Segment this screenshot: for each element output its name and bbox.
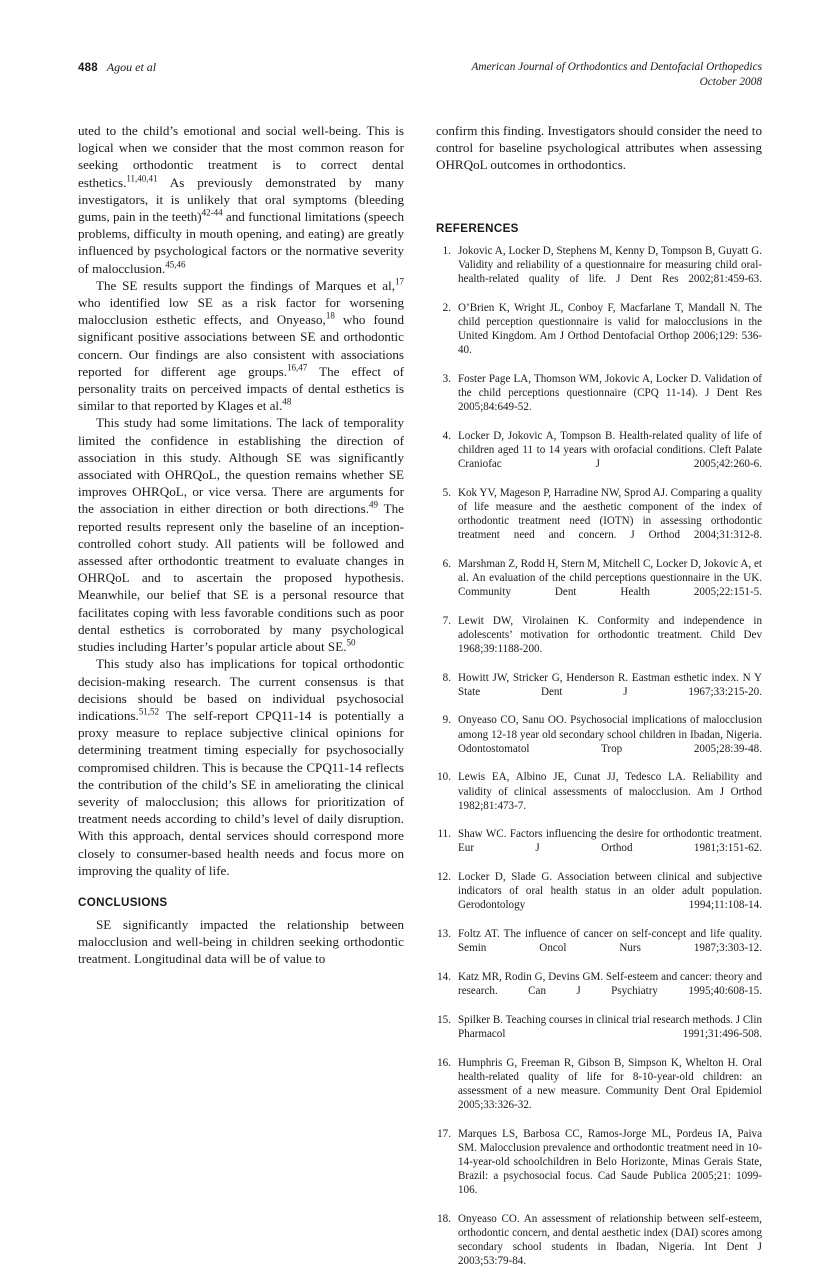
reference-text: Marques LS, Barbosa CC, Ramos-Jorge ML, Pordeus IA, Paiva SM. Malocclusion prevalence and orthodontic treatment need in 10-14-year-old schoolchildren in Belo Horizonte, Minas Gerais State, Brazil: a psychosocial focus. Cad Saude Publica 2005;21: 1099-106. bbox=[458, 1127, 762, 1197]
citation-superscript: 45,46 bbox=[165, 259, 186, 270]
reference-number: 10. bbox=[437, 771, 451, 784]
reference-text: Locker D, Slade G. Association between clinical and subjective indicators of oral health status in an older adult population. Gerodontology 1994;11:108-14. bbox=[458, 871, 762, 912]
reference-number: 11. bbox=[437, 828, 451, 841]
reference-text: Shaw WC. Factors influencing the desire for orthodontic treatment. Eur J Orthod 1981;3:151-62. bbox=[458, 828, 762, 855]
citation-superscript: 49 bbox=[368, 500, 378, 511]
reference-item bbox=[436, 970, 762, 1012]
reference-text: Jokovic A, Locker D, Stephens M, Kenny D, Tompson B, Guyatt G. Validity and reliability of a questionnaire for measuring child oral-health-related quality of life. J Dent Res 2002;81:459-63. bbox=[458, 244, 762, 285]
continued-paragraph: confirm this finding. Investigators should consider the need to control for baseline psychological attributes when assessing OHRQoL outcomes in orthodontics. bbox=[436, 123, 762, 173]
reference-item bbox=[436, 1013, 762, 1055]
reference-item bbox=[436, 770, 762, 826]
citation-superscript: 51,52 bbox=[138, 706, 159, 717]
reference-number: 2. bbox=[442, 301, 451, 314]
issue-date: October 2008 bbox=[699, 75, 762, 88]
reference-number: 3. bbox=[442, 372, 451, 385]
reference-number: 13. bbox=[437, 928, 451, 941]
reference-number: 5. bbox=[442, 486, 451, 499]
reference-number: 6. bbox=[442, 557, 451, 570]
citation-superscript: 16,47 bbox=[287, 362, 308, 373]
reference-text: Onyeaso CO. An assessment of relationship between self-esteem, orthodontic concern, and dental aesthetic index (DAI) scores among secondary school students in Ibadan, Nigeria. Int Dent J 2003;53:79-84. bbox=[458, 1213, 762, 1268]
reference-number: 9. bbox=[442, 714, 451, 727]
reference-item bbox=[436, 486, 762, 556]
reference-text: Locker D, Jokovic A, Tompson B. Health-related quality of life of children aged 11 to 14 years with orofacial conditions. Cleft Palate Craniofac J 2005;42:260-6. bbox=[458, 429, 762, 470]
reference-text: Lewit DW, Virolainen K. Conformity and independence in adolescents’ motivation for orthodontic treatment. Child Dev 1968;39:1188-200. bbox=[458, 614, 762, 655]
reference-number: 12. bbox=[437, 871, 451, 884]
reference-item bbox=[436, 301, 762, 371]
reference-item bbox=[436, 614, 762, 670]
running-head-left bbox=[78, 60, 156, 75]
reference-number: 17. bbox=[437, 1127, 451, 1140]
reference-number: 16. bbox=[437, 1056, 451, 1069]
reference-number: 8. bbox=[442, 671, 451, 684]
reference-list bbox=[436, 244, 762, 1283]
running-head bbox=[78, 60, 762, 90]
reference-text: Spilker B. Teaching courses in clinical trial research methods. J Clin Pharmacol 1991;31:496-508. bbox=[458, 1013, 762, 1041]
para-continued: uted to the child’s emotional and social well-being. This is logical when we consider that the most common reason for seeking orthodontic treatment is to correct dental esthetics.$^{11,40,41}$ As previously demonstrated by many investigators, it is unlikely that oral symptoms (bleeding gums, pain in the teeth)$^{42-44}$ and functional limitations (speech problems, difficulty in mouth opening, and eating) are greatly influenced by psychological factors or the normative severity of malocclusion.$^{45,46}$ bbox=[78, 123, 404, 276]
reference-item bbox=[436, 870, 762, 926]
running-head-right bbox=[471, 60, 762, 90]
reference-number: 18. bbox=[437, 1213, 451, 1226]
reference-number: 1. bbox=[442, 244, 451, 257]
para-limitations: This study had some limitations. The lack of temporality limited the confidence in establishing the direction of association in this study. Although SE was significantly associated with OHRQoL, the question remains whether SE improves OHRQoL, or vice versa. There are arguments for the association in either direction or both directions.$^{49}$ The reported results represent only the baseline of an inception-controlled cohort study. All patients will be followed and assessed after orthodontic treatment to evaluate changes in OHRQoL and to ascertain the proposed hypothesis. Meanwhile, our belief that SE is a personal resource that facilitates coping with less favorable conditions such as poor dental esthetics is corroborated by many psychological studies including Harter’s popular article about SE.$^{50}$ bbox=[78, 415, 404, 655]
reference-text: Katz MR, Rodin G, Devins GM. Self-esteem and cancer: theory and research. Can J Psychiatry 1995;40:608-15. bbox=[458, 971, 762, 998]
conclusions-heading: CONCLUSIONS bbox=[78, 895, 168, 909]
two-column-body bbox=[78, 122, 762, 1283]
citation-superscript: 50 bbox=[346, 637, 356, 648]
reference-text: O’Brien K, Wright JL, Conboy F, Macfarlane T, Mandall N. The child perception questionnaire is valid for malocclusions in the United Kingdom. Am J Orthod Dentofacial Orthop 2006;129: 536-40. bbox=[458, 301, 762, 356]
reference-item bbox=[436, 372, 762, 428]
citation-superscript: 48 bbox=[282, 396, 292, 407]
left-column-paragraphs bbox=[78, 122, 404, 879]
reference-text: Humphris G, Freeman R, Gibson B, Simpson K, Whelton H. Oral health-related quality of life for 8-10-year-old children: an assessment of a new measure. Community Dent Oral Epidemiol 2005;33:326-32. bbox=[458, 1056, 762, 1112]
para-implications: This study also has implications for topical orthodontic decision-making research. The current consensus is that decisions should be based on individual psychosocial indications.$^{51,52}$ The self-report CPQ11-14 is potentially a proxy measure to replace subjective clinical opinions for determining treatment timing especially for psychosocially compromised children. This is because the CPQ11-14 reflects the contribution of the child’s SE in ameliorating the clinical severity of malocclusion; this allows for prioritization of treatment needs according to child’s level of daily disruption. With this approach, dental services should correspond more closely to consumer-based health needs and focus more on improving the quality of life. bbox=[78, 656, 404, 878]
reference-item bbox=[436, 557, 762, 613]
reference-item bbox=[436, 671, 762, 713]
reference-number: 14. bbox=[437, 971, 451, 984]
references-heading: REFERENCES bbox=[436, 221, 519, 235]
reference-text: Lewis EA, Albino JE, Cunat JJ, Tedesco LA. Reliability and validity of clinical assessments of malocclusion. Am J Orthod 1982;81:473-7. bbox=[458, 771, 762, 812]
citation-superscript: 42-44 bbox=[201, 207, 223, 218]
citation-superscript: 11,40,41 bbox=[126, 173, 158, 184]
running-head-authors: Agou et al bbox=[106, 60, 157, 74]
reference-number: 7. bbox=[442, 614, 451, 627]
reference-item bbox=[436, 713, 762, 769]
reference-item bbox=[436, 1212, 762, 1282]
left-column bbox=[78, 122, 404, 1283]
reference-number: 4. bbox=[442, 429, 451, 442]
reference-text: Howitt JW, Stricker G, Henderson R. Eastman esthetic index. N Y State Dent J 1967;33:215-20. bbox=[458, 671, 762, 698]
citation-superscript: 17 bbox=[395, 276, 404, 287]
reference-item bbox=[436, 244, 762, 300]
para-se-results: The SE results support the findings of Marques et al,$^{17}$ who identified low SE as a risk factor for worsening malocclusion esthetic effects, and Onyeaso,$^{18}$ who found significant positive associations between SE and orthodontic concern. Our findings are also consistent with associations reported for different age groups.$^{16,47}$ The effect of personality traits on perceived impacts of dental esthetics is similar to that reported by Klages et al.$^{48}$ bbox=[78, 276, 404, 414]
reference-item bbox=[436, 927, 762, 969]
reference-text: Foltz AT. The influence of cancer on self-concept and life quality. Semin Oncol Nurs 1987;3:303-12. bbox=[458, 928, 762, 955]
reference-text: Onyeaso CO, Sanu OO. Psychosocial implications of malocclusion among 12-18 year old secondary school children in Ibadan, Nigeria. Odontostomatol Trop 2005;28:39-48. bbox=[458, 714, 762, 755]
reference-item bbox=[436, 429, 762, 485]
reference-text: Foster Page LA, Thomson WM, Jokovic A, Locker D. Validation of the child perceptions questionnaire (CPQ 11-14). J Dent Res 2005;84:649-52. bbox=[458, 372, 762, 413]
reference-item bbox=[436, 827, 762, 869]
citation-superscript: 18 bbox=[325, 310, 335, 321]
reference-number: 15. bbox=[437, 1013, 451, 1026]
reference-item bbox=[436, 1127, 762, 1212]
right-column bbox=[436, 122, 762, 1283]
journal-title: American Journal of Orthodontics and Dentofacial Orthopedics bbox=[471, 61, 762, 73]
conclusions-paragraph: SE significantly impacted the relationship between malocclusion and well-being in children seeking orthodontic treatment. Longitudinal data will be of value to bbox=[78, 916, 404, 967]
reference-text: Kok YV, Mageson P, Harradine NW, Sprod AJ. Comparing a quality of life measure and the aesthetic component of the index of orthodontic treatment need (IOTN) in assessing orthodontic treatment need and concern. J Orthod 2004;31:312-8. bbox=[458, 486, 762, 541]
reference-text: Marshman Z, Rodd H, Stern M, Mitchell C, Locker D, Jokovic A, et al. An evaluation of the child perceptions questionnaire in the UK. Community Dent Health 2005;22:151-5. bbox=[458, 557, 762, 598]
reference-item bbox=[436, 1056, 762, 1126]
page-number: 488 bbox=[78, 62, 98, 74]
